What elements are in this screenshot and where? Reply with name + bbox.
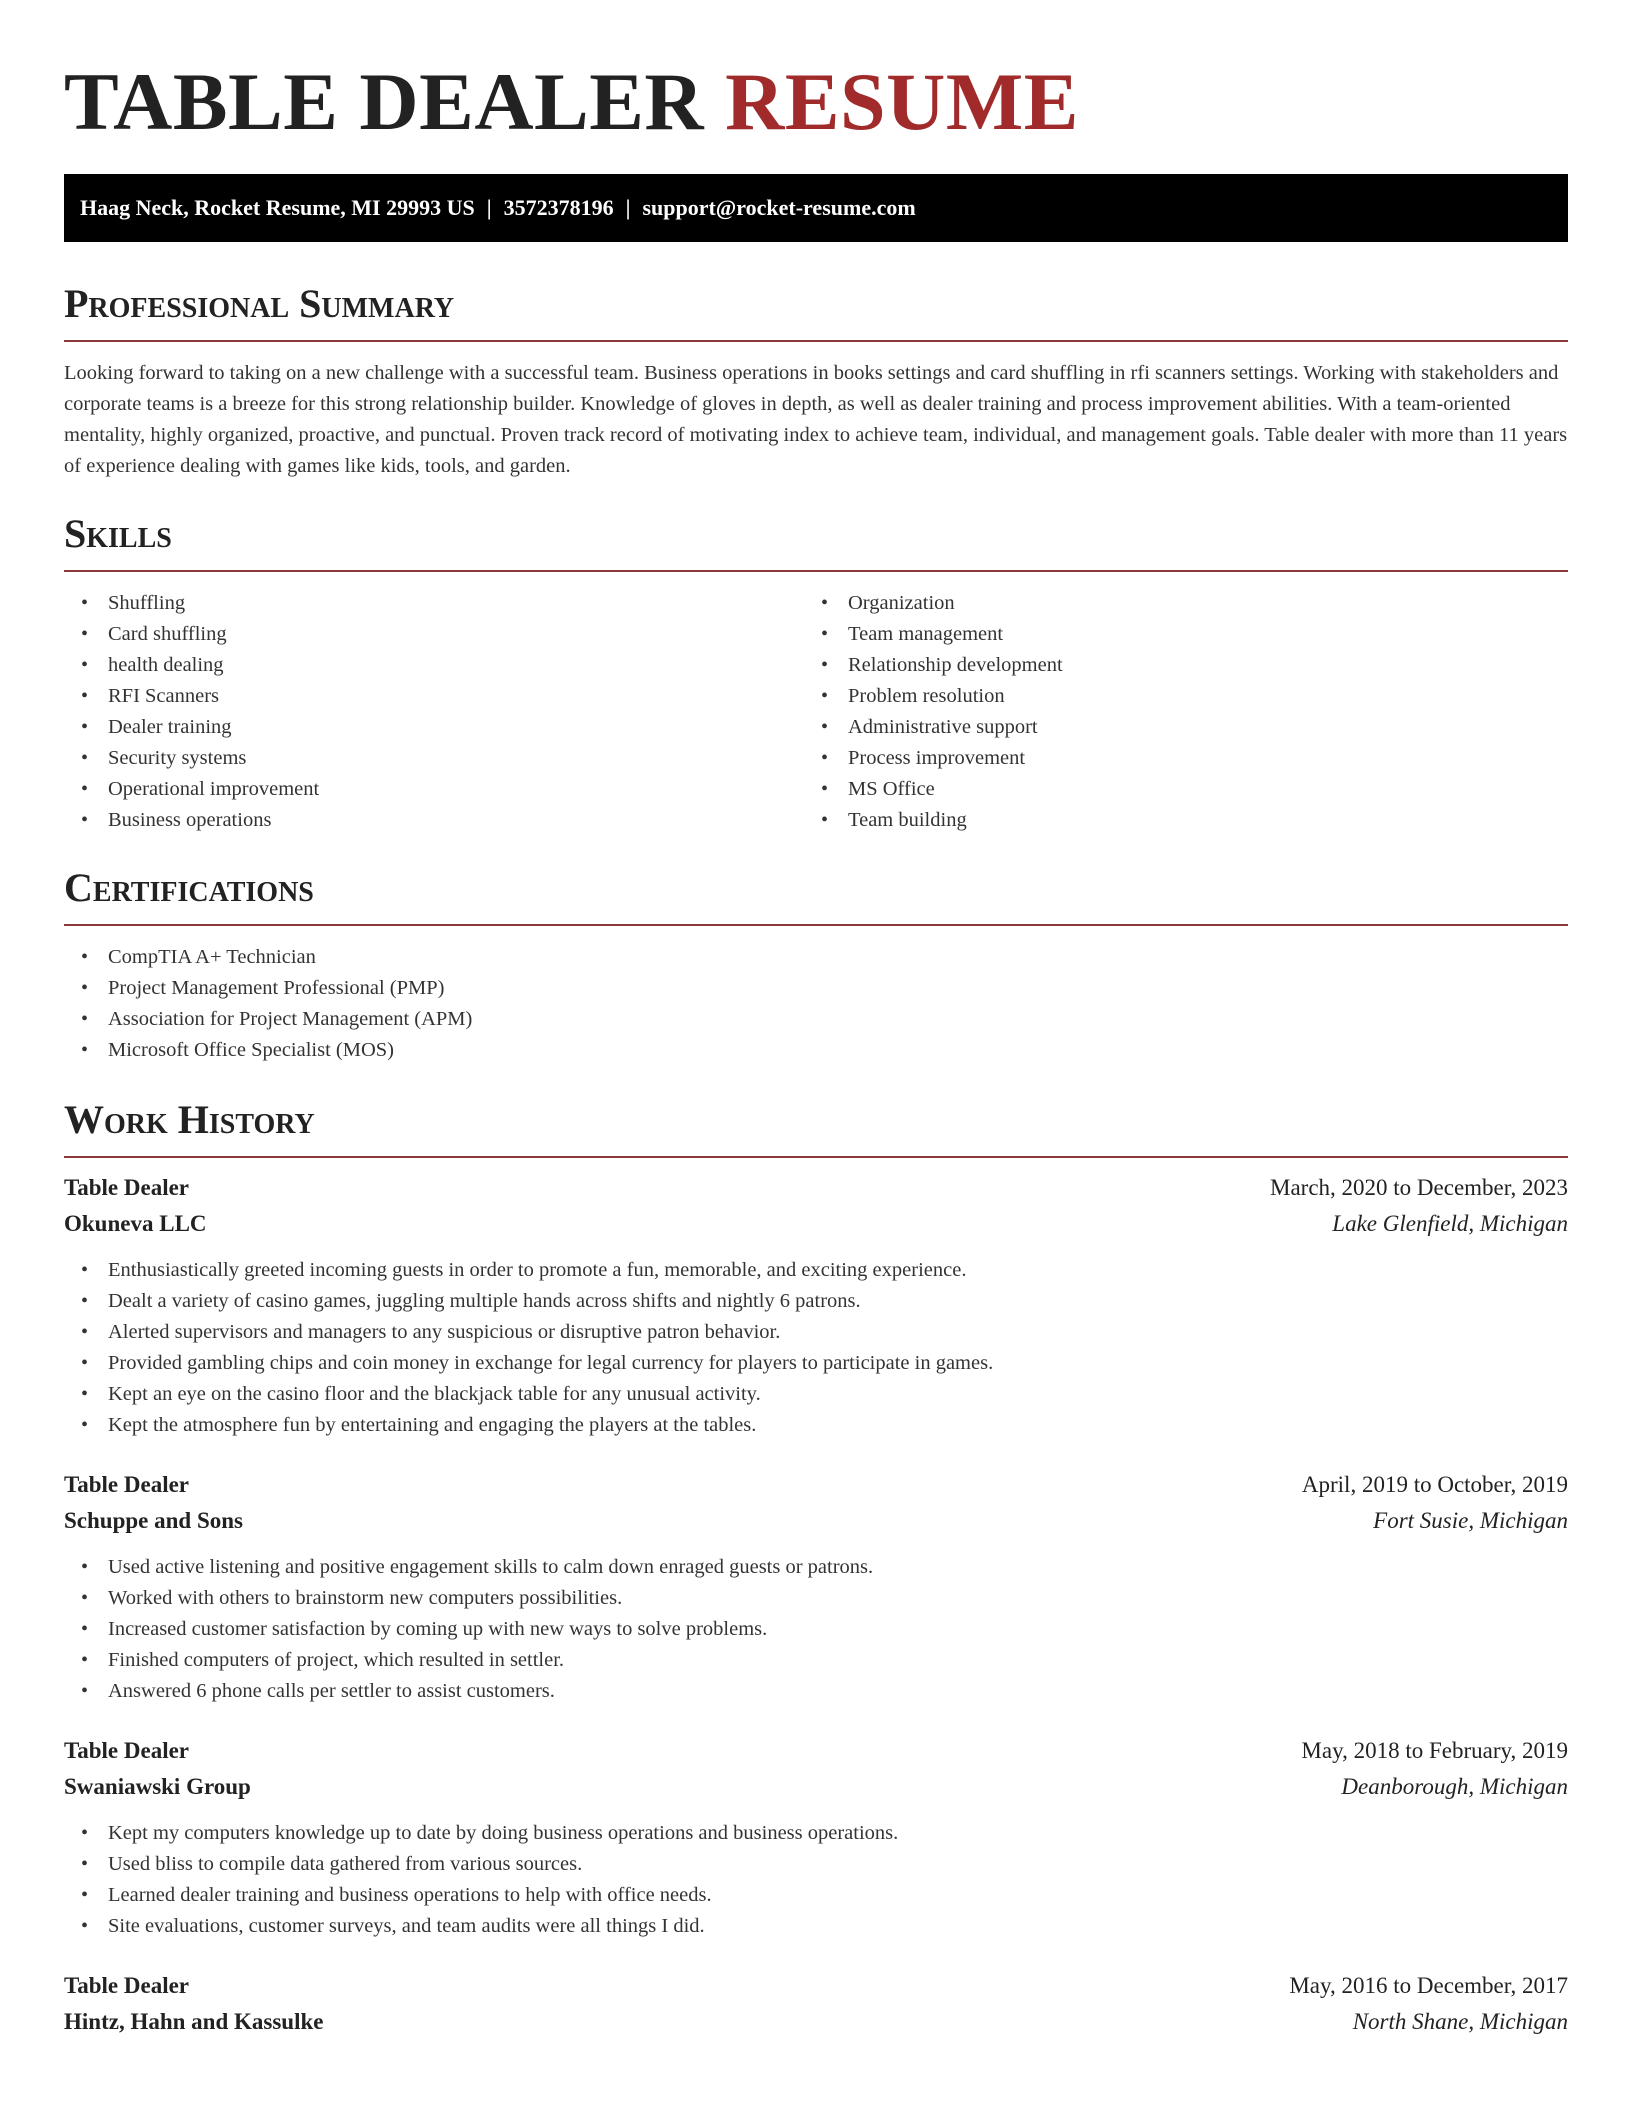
job-title: Table Dealer: [64, 1973, 189, 1998]
skill-item: • Shuffling: [64, 588, 804, 619]
job-company: Swaniawski Group: [64, 1774, 251, 1799]
job-title: Table Dealer: [64, 1175, 189, 1200]
certifications-list: [64, 942, 1568, 1066]
section-divider: [64, 340, 1568, 342]
job-bullets: [64, 1818, 1568, 1942]
job-title: Table Dealer: [64, 1472, 189, 1497]
job-company-row: [64, 1769, 1568, 1805]
job-bullets: [64, 1255, 1568, 1441]
skill-item: • Organization: [804, 588, 1544, 619]
work-history-heading: Work History: [64, 1097, 315, 1142]
job-bullet: • Used active listening and positive engagement skills to calm down enraged guests or patrons.: [64, 1552, 1568, 1583]
skill-item: • health dealing: [64, 650, 804, 681]
job-title: Table Dealer: [64, 1738, 189, 1763]
job-bullet: • Used bliss to compile data gathered from various sources.: [64, 1849, 1568, 1880]
skill-item: • RFI Scanners: [64, 681, 804, 712]
job-bullet: • Provided gambling chips and coin money in exchange for legal currency for players to participate in games.: [64, 1348, 1568, 1379]
job-company: Okuneva LLC: [64, 1211, 207, 1236]
job-bullet: • Increased customer satisfaction by coming up with new ways to solve problems.: [64, 1614, 1568, 1645]
summary-section: [64, 280, 1568, 482]
job-bullet: • Worked with others to brainstorm new computers possibilities.: [64, 1583, 1568, 1614]
contact-address: Haag Neck, Rocket Resume, MI 29993 US: [80, 195, 475, 220]
job-dates: March, 2020 to December, 2023: [1270, 1175, 1568, 1200]
job-bullet: • Alerted supervisors and managers to any suspicious or disruptive patron behavior.: [64, 1317, 1568, 1348]
job-entry: [64, 1170, 1568, 1441]
title-main: TABLE DEALER: [64, 56, 705, 147]
job-bullets: [64, 1552, 1568, 1707]
job-bullet: • Kept my computers knowledge up to date by doing business operations and business operations.: [64, 1818, 1568, 1849]
skill-item: • MS Office: [804, 774, 1544, 805]
job-bullet: • Finished computers of project, which resulted in settler.: [64, 1645, 1568, 1676]
contact-separator: |: [486, 195, 492, 220]
certification-item: • Association for Project Management (APM): [64, 1004, 1568, 1035]
contact-separator: |: [625, 195, 631, 220]
summary-heading: Professional Summary: [64, 281, 455, 326]
job-bullet: • Enthusiastically greeted incoming guests in order to promote a fun, memorable, and exciting experience.: [64, 1255, 1568, 1286]
certifications-heading: Certifications: [64, 865, 314, 910]
job-company: Hintz, Hahn and Kassulke: [64, 2009, 324, 2034]
job-header-row: [64, 1170, 1568, 1206]
job-bullet: • Kept an eye on the casino floor and the blackjack table for any unusual activity.: [64, 1379, 1568, 1410]
contact-email: support@rocket-resume.com: [642, 195, 916, 220]
skills-section: [64, 510, 1568, 836]
skills-columns: [64, 588, 1568, 836]
skill-item: • Card shuffling: [64, 619, 804, 650]
resume-title: [64, 0, 1568, 148]
work-history-section: [64, 1096, 1568, 2040]
job-location: Fort Susie, Michigan: [1373, 1508, 1568, 1533]
skills-heading: Skills: [64, 511, 172, 556]
job-company: Schuppe and Sons: [64, 1508, 243, 1533]
skill-item: • Process improvement: [804, 743, 1544, 774]
job-bullet: • Kept the atmosphere fun by entertaining and engaging the players at the tables.: [64, 1410, 1568, 1441]
summary-text: Looking forward to taking on a new challenge with a successful team. Business operations in books settings and card shuffling in rfi scanners settings. Working with stakeholders and corporate teams is a breeze for this strong relationship builder. Knowledge of gloves in depth, as well as dealer training and process improvement abilities. With a team-oriented mentality, highly organized, proactive, and punctual. Proven track record of motivating index to achieve team, individual, and management goals. Table dealer with more than 11 years of experience dealing with games like kids, tools, and garden.: [64, 362, 1568, 477]
job-bullet: • Answered 6 phone calls per settler to assist customers.: [64, 1676, 1568, 1707]
skills-left-list: [64, 588, 804, 836]
contact-bar: [64, 174, 1568, 242]
section-divider: [64, 570, 1568, 572]
job-entry: [64, 1467, 1568, 1707]
job-bullet: • Learned dealer training and business operations to help with office needs.: [64, 1880, 1568, 1911]
skill-item: • Security systems: [64, 743, 804, 774]
job-dates: April, 2019 to October, 2019: [1301, 1472, 1568, 1497]
job-location: Deanborough, Michigan: [1341, 1774, 1568, 1799]
skill-item: • Team building: [804, 805, 1544, 836]
job-header-row: [64, 1733, 1568, 1769]
job-dates: May, 2016 to December, 2017: [1289, 1973, 1568, 1998]
job-company-row: [64, 1503, 1568, 1539]
contact-phone: 3572378196: [503, 195, 614, 220]
section-divider: [64, 924, 1568, 926]
section-divider: [64, 1156, 1568, 1158]
job-header-row: [64, 1968, 1568, 2004]
job-location: North Shane, Michigan: [1352, 2009, 1568, 2034]
job-entry: [64, 1968, 1568, 2040]
title-accent: RESUME: [725, 56, 1079, 147]
skill-item: • Administrative support: [804, 712, 1544, 743]
job-location: Lake Glenfield, Michigan: [1332, 1211, 1568, 1236]
job-bullet: • Dealt a variety of casino games, juggling multiple hands across shifts and nightly 6 patrons.: [64, 1286, 1568, 1317]
job-header-row: [64, 1467, 1568, 1503]
skill-item: • Business operations: [64, 805, 804, 836]
skill-item: • Team management: [804, 619, 1544, 650]
skill-item: • Operational improvement: [64, 774, 804, 805]
job-entry: [64, 1733, 1568, 1942]
certifications-section: [64, 864, 1568, 1066]
skill-item: • Relationship development: [804, 650, 1544, 681]
certification-item: • CompTIA A+ Technician: [64, 942, 1568, 973]
skill-item: • Dealer training: [64, 712, 804, 743]
certification-item: • Project Management Professional (PMP): [64, 973, 1568, 1004]
certification-item: • Microsoft Office Specialist (MOS): [64, 1035, 1568, 1066]
job-company-row: [64, 1206, 1568, 1242]
job-bullet: • Site evaluations, customer surveys, and team audits were all things I did.: [64, 1911, 1568, 1942]
skill-item: • Problem resolution: [804, 681, 1544, 712]
job-dates: May, 2018 to February, 2019: [1301, 1738, 1568, 1763]
skills-right-list: [804, 588, 1544, 836]
job-company-row: [64, 2004, 1568, 2040]
